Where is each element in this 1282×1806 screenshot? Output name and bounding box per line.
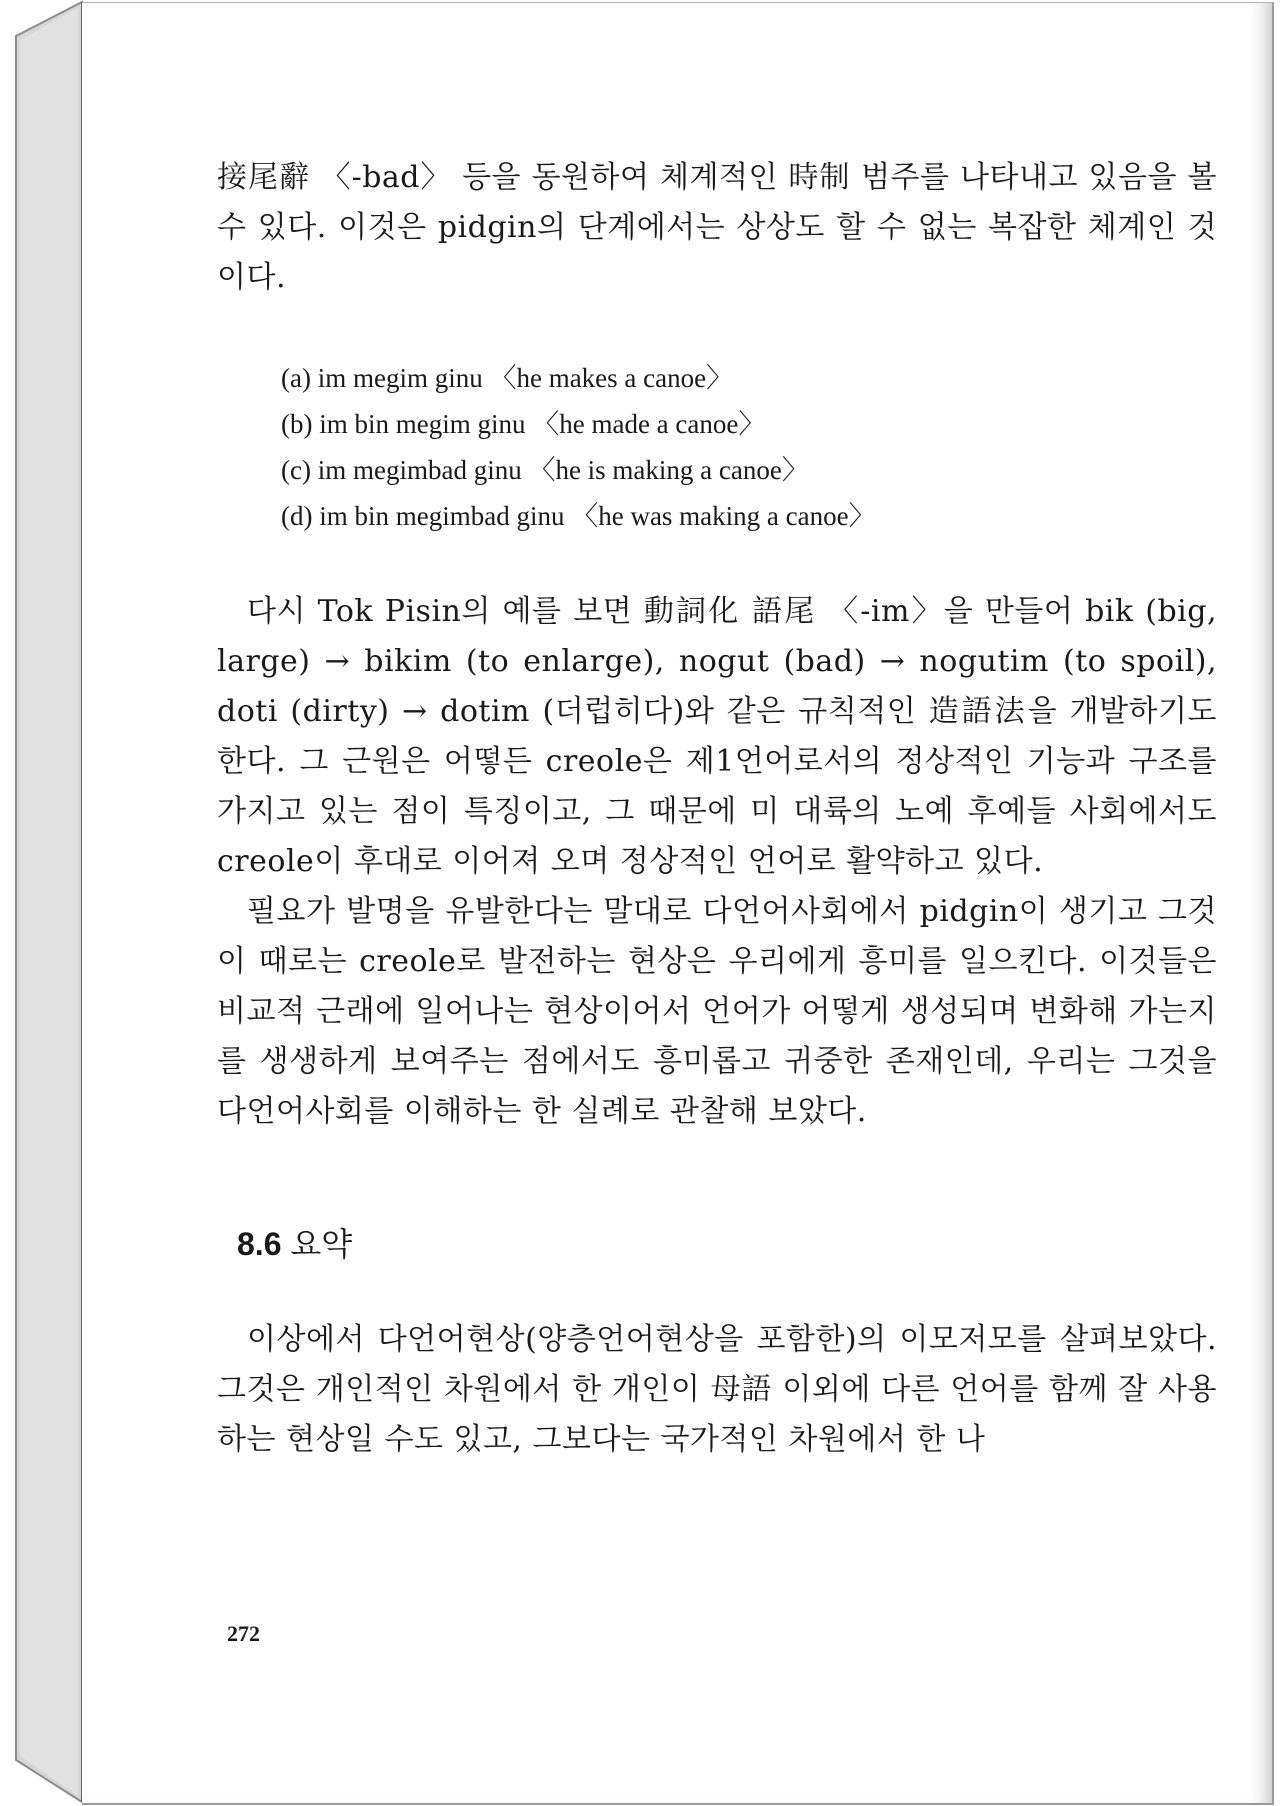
- page-number: 272: [227, 1621, 260, 1646]
- paragraph-4: 이상에서 다언어현상(양층언어현상을 포함한)의 이모저모를 살펴보았다. 그것은 개인적인 차원에서 한 개인이 母語 이외에 다른 언어를 함께 잘 사용하는 현상일 수도 있고, 그보다는 국가적인 차원에서 한 나: [217, 1322, 1217, 1457]
- example-item-b: (b) im bin megim ginu 〈he made a canoe〉: [281, 409, 766, 439]
- example-item-c: (c) im megimbad ginu 〈he is making a canoe〉: [281, 455, 809, 485]
- section-number: 8.6: [237, 1226, 282, 1262]
- example-item-a: (a) im megim ginu 〈he makes a canoe〉: [281, 363, 734, 393]
- page-content: [217, 153, 1217, 1465]
- paragraph-3: 필요가 발명을 유발한다는 말대로 다언어사회에서 pidgin이 생기고 그것이 때로는 creole로 발전하는 현상은 우리에게 흥미를 일으킨다. 이것들은 비교적 근래에 일어나는 현상이어서 언어가 어떻게 생성되며 변화해 가는지를 생생하게 보여주는 점에서도 흥미롭고 귀중한 존재인데, 우리는 그것을 다언어사회를 이해하는 한 실례로 관찰해 보았다.: [217, 894, 1217, 1129]
- example-list: [281, 355, 1217, 539]
- paragraph-2: 다시 Tok Pisin의 예를 보면 動詞化 語尾 〈-im〉을 만들어 bik (big, large) → bikim (to enlarge), nogut (bad) → nogutim (to spoil), doti (dirty) → dotim (더럽히다)와 같은 규칙적인 造語法을 개발하기도 한다. 그 근원은 어떻든 creole은 제1언어로서의 정상적인 기능과 구조를 가지고 있는 점이 특징이고, 그 때문에 미 대륙의 노예 후예들 사회에서도 creole이 후대로 이어져 오며 정상적인 언어로 활약하고 있다.: [217, 594, 1217, 879]
- section-heading: [237, 1219, 1217, 1269]
- example-item-d: (d) im bin megimbad ginu 〈he was making a canoe〉: [281, 501, 876, 531]
- book-page: [82, 2, 1274, 1805]
- section-title: 요약: [290, 1226, 353, 1262]
- paragraph-1: 接尾辭 〈-bad〉 등을 동원하여 체계적인 時制 범주를 나타내고 있음을 볼 수 있다. 이것은 pidgin의 단계에서는 상상도 할 수 없는 복잡한 체계인 것이다.: [217, 160, 1217, 295]
